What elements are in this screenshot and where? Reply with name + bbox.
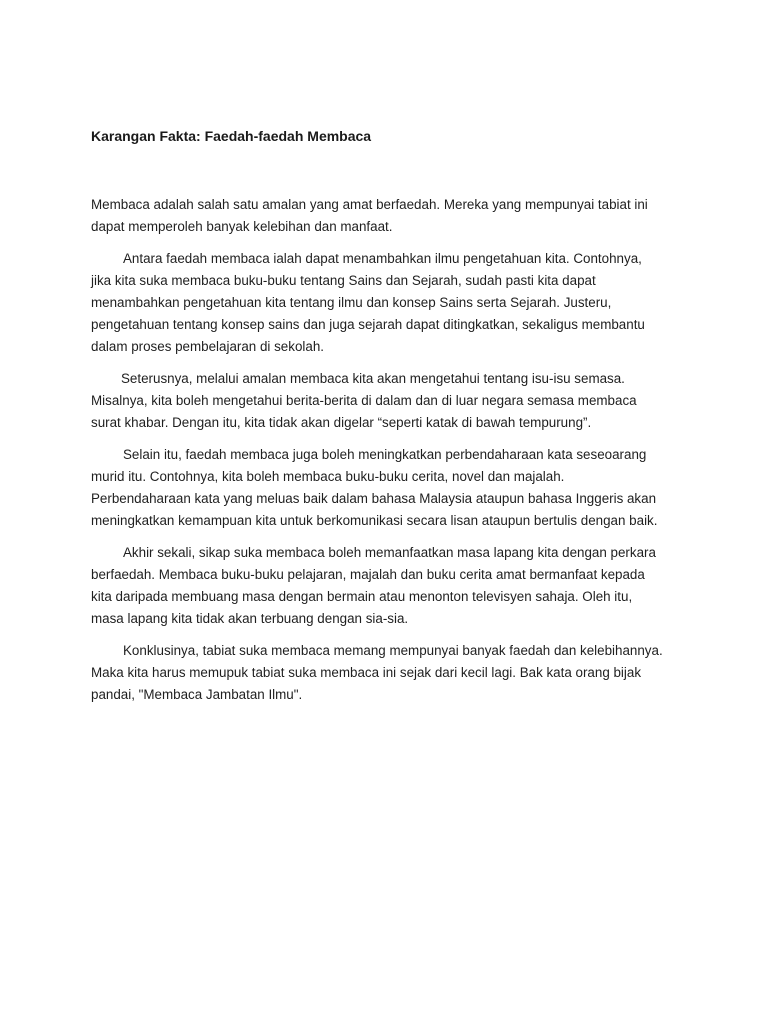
paragraph-conclusion: Konklusinya, tabiat suka membaca memang mempunyai banyak faedah dan kelebihannya. Maka kita harus memupuk tabiat suka membaca ini sejak dari kecil lagi. Bak kata orang bijak pandai, "Membaca Jambatan Ilmu". [91,643,663,702]
paragraph-free-time: Akhir sekali, sikap suka membaca boleh memanfaatkan masa lapang kita dengan perkara berfaedah. Membaca buku-buku pelajaran, majalah dan buku cerita amat bermanfaat kepada kita daripada membuang masa dengan bermain atau menonton televisyen sahaja. Oleh itu, masa lapang kita tidak akan terbuang dengan sia-sia. [91,545,656,626]
document-title: Karangan Fakta: Faedah-faedah Membaca [91,128,372,144]
paragraph-introduction: Membaca adalah salah satu amalan yang amat berfaedah. Mereka yang mempunyai tabiat ini dapat memperoleh banyak kelebihan dan manfaat. [91,197,648,234]
document-body [91,194,711,716]
paragraph-current-issues: Seterusnya, melalui amalan membaca kita akan mengetahui tentang isu-isu semasa. Misalnya, kita boleh mengetahui berita-berita di dalam dan di luar negara semasa membaca surat khabar. Dengan itu, kita tidak akan digelar “seperti katak di bawah tempurung”. [91,371,637,430]
paragraph-vocabulary: Selain itu, faedah membaca juga boleh meningkatkan perbendaharaan kata seseoarang murid itu. Contohnya, kita boleh membaca buku-buku cerita, novel dan majalah. Perbendaharaan kata yang meluas baik dalam bahasa Malaysia ataupun bahasa Inggeris akan meningkatkan kemampuan kita untuk berkomunikasi secara lisan ataupun bertulis dengan baik. [91,447,658,528]
paragraph-knowledge: Antara faedah membaca ialah dapat menambahkan ilmu pengetahuan kita. Contohnya, jika kita suka membaca buku-buku tentang Sains dan Sejarah, sudah pasti kita dapat menambahkan pengetahuan kita tentang ilmu dan konsep Sains serta Sejarah. Justeru, pengetahuan tentang konsep sains dan juga sejarah dapat ditingkatkan, sekaligus membantu dalam proses pembelajaran di sekolah. [91,251,645,354]
